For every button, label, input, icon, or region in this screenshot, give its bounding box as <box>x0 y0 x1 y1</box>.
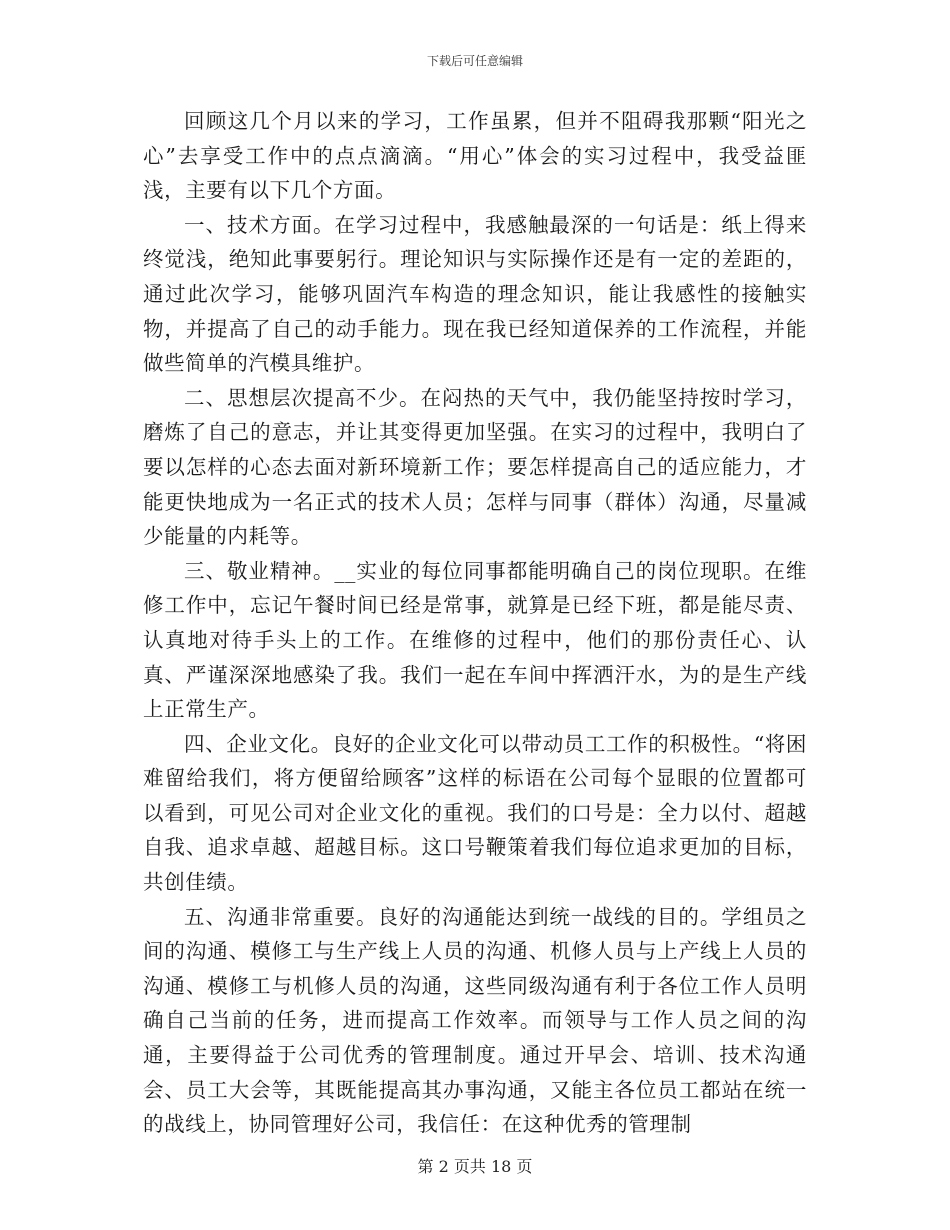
paragraph-technology: 一、技术方面。在学习过程中，我感触最深的一句话是：纸上得来终觉浅，绝知此事要躬行。理论知识与实际操作还是有一定的差距的，通过此次学习，能够巩固汽车构造的理念知识，能让我感性的接触实物，并提高了自己的动手能力。现在我已经知道保养的工作流程，并能做些简单的汽模具维护。 <box>143 212 807 376</box>
paragraph-culture: 四、企业文化。良好的企业文化可以带动员工工作的积极性。“将困难留给我们，将方便留给顾客”这样的标语在公司每个显眼的位置都可以看到，可见公司对企业文化的重视。我们的口号是：全力以付、超越自我、追求卓越、超越目标。这口号鞭策着我们每位追求更加的目标，共创佳绩。 <box>143 731 807 895</box>
document-body <box>143 104 807 1142</box>
paragraph-communication: 五、沟通非常重要。良好的沟通能达到统一战线的目的。学组员之间的沟通、模修工与生产线上人员的沟通、机修人员与上产线上人员的沟通、模修工与机修人员的沟通，这些同级沟通有利于各位工作人员明确自己当前的任务，进而提高工作效率。而领导与工作人员之间的沟通，主要得益于公司优秀的管理制度。通过开早会、培训、技术沟通会、员工大会等，其既能提高其办事沟通，又能主各位员工都站在统一的战线上，协同管理好公司，我信任：在这种优秀的管理制 <box>143 904 807 1137</box>
paragraph-intro: 回顾这几个月以来的学习，工作虽累，但并不阻碍我那颗“阳光之心”去享受工作中的点点滴滴。“用心”体会的实习过程中，我受益匪浅，主要有以下几个方面。 <box>143 109 807 203</box>
paragraph-mindset: 二、思想层次提高不少。在闷热的天气中，我仍能坚持按时学习，磨炼了自己的意志，并让其变得更加坚强。在实习的过程中，我明白了要以怎样的心态去面对新环境新工作；要怎样提高自己的适应能力，才能更快地成为一名正式的技术人员；怎样与同事（群体）沟通，尽量减少能量的内耗等。 <box>143 385 807 549</box>
header-note: 下载后可任意编辑 <box>426 54 523 68</box>
page-number: 第 2 页共 18 页 <box>417 1157 533 1176</box>
paragraph-dedication: 三、敬业精神。__实业的每位同事都能明确自己的岗位现职。在维修工作中，忘记午餐时间已经是常事，就算是已经下班，都是能尽责、认真地对待手头上的工作。在维修的过程中，他们的那份责任心、认真、严谨深深地感染了我。我们一起在车间中挥洒汗水，为的是生产线上正常生产。 <box>143 558 807 722</box>
